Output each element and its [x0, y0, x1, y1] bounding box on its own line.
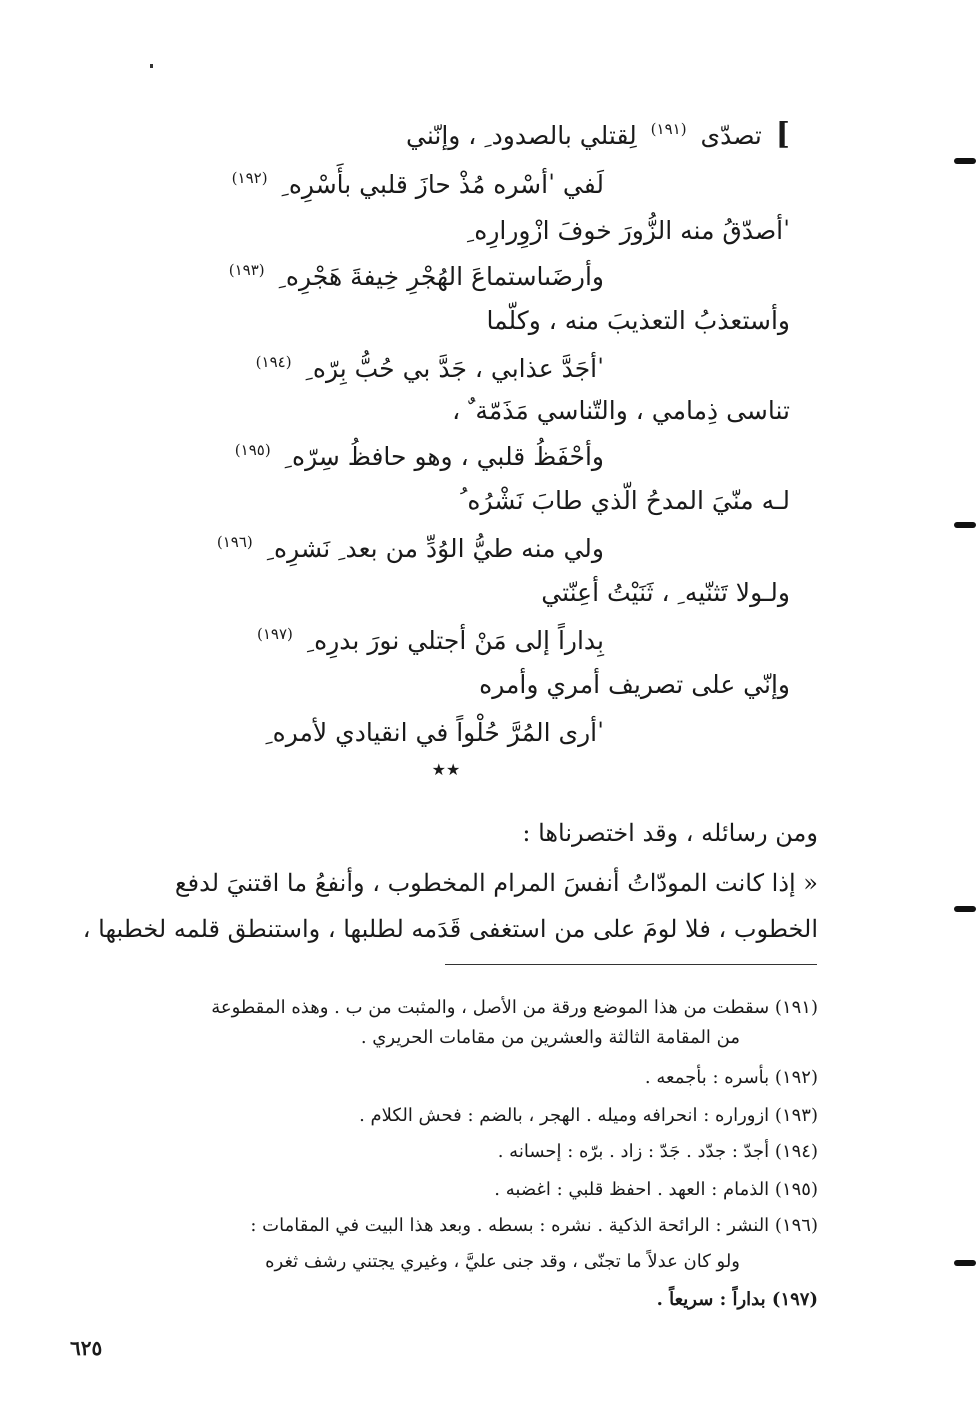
poem-text: ولي منه طيُّ الوُدِّ من بعد ِ نَشرِه ِ — [266, 534, 604, 563]
prose-intro: ومن رسائله ، وقد اختصرناها : — [522, 819, 818, 847]
footnote-text: النشر : الرائحة الذكية . نشره : بسطه . وبعد هذا البيت في المقامات : — [250, 1215, 770, 1236]
footnote-192 — [645, 1064, 818, 1092]
footnote-191 — [211, 994, 818, 1022]
footnote-ref: (١٩٧) — [256, 625, 293, 643]
ink-mark — [150, 64, 153, 68]
footnote-ref: (١٩٦) — [216, 533, 253, 551]
poem-line-12 — [251, 624, 604, 661]
footnote-195 — [494, 1176, 818, 1204]
poem-text: ˈأجَدَّ عذابي ، جَدَّ بي حُبُّ بِرّه ِ — [305, 354, 604, 383]
poem-line-9 — [460, 484, 790, 518]
footnote-196 — [250, 1212, 818, 1240]
poem-line-6 — [250, 352, 604, 389]
page-number: ٦٢٥ — [70, 1336, 103, 1360]
poem-text: ˈأصدّقُ منه الزُّورَ خوفَ ازْوِرارِه ِ — [466, 216, 790, 245]
footnote-text: سقطت من هذا الموضع ورقة من الأصل ، والمثبت من ب . وهذه المقطوعة — [211, 997, 770, 1018]
scan-edge-mark — [954, 158, 976, 164]
footnote-text: ولو كان عدلاً ما تجنّى ، وقد جنى عليَّ ، وغيري يجتني رشف ثغره — [265, 1251, 740, 1272]
footnote-text: أجدّ : جدّد . جَدّ : زاد . برّه : إحسانه . — [497, 1141, 770, 1162]
poem-line-11 — [541, 576, 790, 610]
footnote-text: الذمام : العهد . احفظ قلبي : اغضبه . — [494, 1179, 770, 1200]
poem-line-1 — [406, 118, 790, 156]
poem-line-2 — [226, 168, 604, 205]
footnote-ref: (١٩٥) — [234, 441, 271, 459]
poem-line-4 — [223, 260, 604, 297]
footnote-ref: (١٩١) — [650, 120, 687, 138]
footnote-ref: (١٩٢) — [231, 169, 268, 187]
poem-line-13 — [479, 668, 790, 702]
footnote-number: (١٩٣) — [774, 1105, 818, 1126]
footnote-number: (١٩٦) — [774, 1215, 818, 1236]
poem-text: ولـولا تَثنّيه ِ ، ثَنَيْتُ أعِنّتي — [541, 578, 790, 607]
poem-text: بِداراً إلى مَنْ أجتلي نورَ بدرِه ِ — [306, 626, 604, 655]
footnote-number: (١٩٥) — [774, 1179, 818, 1200]
footnote-196-verse — [265, 1248, 740, 1276]
poem-text: لَفي ˈأسْره مُذْ حازَ قلبي بأَسْرِه ِ — [281, 170, 604, 199]
prose-line-1: « إذا كانت المودّاتُ أنفسَ المرام المخطوب ، وأنفعُ ما اقتنيَ لدفع — [174, 869, 818, 897]
footnote-text: بأسره : بأجمعه . — [644, 1067, 770, 1088]
footnote-divider — [445, 964, 817, 965]
poem-line-7 — [452, 394, 790, 428]
poem-text: تناسى ذِمامي ، والتّناسي مَذَمّة ٌ ، — [452, 396, 790, 425]
poem-text: ˈأرى المُرَّ حُلْواً في انقيادي لأمره ِ — [265, 718, 604, 747]
poem-word: تصدّى — [700, 121, 762, 150]
scan-edge-mark — [954, 1260, 976, 1266]
footnote-ref: (١٩٤) — [255, 353, 292, 371]
scan-edge-mark — [954, 522, 976, 528]
poem-line-10 — [211, 532, 604, 569]
poem-line-3 — [467, 214, 790, 248]
footnote-191-cont — [361, 1024, 740, 1052]
poem-text: وأستعذبُ التعذيبَ منه ، وكلّما — [486, 306, 790, 335]
poem-line-8 — [229, 440, 604, 477]
poem-text: لـه منّيَ المدحُ الّذي طابَ نَشْرُه ُ — [460, 486, 790, 515]
footnote-number: (١٩٧) — [771, 1289, 818, 1310]
footnote-number: (١٩٤) — [774, 1141, 818, 1162]
poem-line-14 — [265, 716, 604, 750]
footnote-number: (١٩٢) — [774, 1067, 818, 1088]
footnote-193 — [359, 1102, 818, 1130]
poem-text: وأرضَىاستماعَ الهُجْرِ خِيفةَ هَجْرِه ِ — [278, 262, 604, 291]
footnote-number: (١٩١) — [774, 997, 818, 1018]
poem-text: لِقتلي بالصدود ِ ، وإنّني — [406, 121, 637, 150]
poem-line-5 — [486, 304, 790, 338]
poem-text: وأحْفَظُ قلبي ، وهو حافظُ سِرّه ِ — [284, 442, 604, 471]
footnote-194 — [498, 1138, 818, 1166]
footnote-text: ازوراره : انحرافه وميله . الهجر ، بالضم : فحش الكلام . — [359, 1105, 770, 1126]
poem-text: وإنّي على تصريف أمري وأمره — [479, 670, 790, 699]
footnote-197 — [657, 1286, 818, 1314]
footnote-text: بداراً : سريعاً . — [656, 1289, 766, 1310]
opening-bracket: ] — [775, 117, 790, 152]
section-separator: ★★ — [431, 760, 461, 779]
prose-line-2: الخطوب ، فلا لومَ على من استغفى قَدَمه لطلبها ، واستنطق قلمه لخطبها ، — [82, 915, 818, 943]
footnote-text: من المقامة الثالثة والعشرين من مقامات الحريري . — [360, 1027, 740, 1048]
footnote-ref: (١٩٣) — [228, 261, 265, 279]
scan-edge-mark — [954, 906, 976, 912]
